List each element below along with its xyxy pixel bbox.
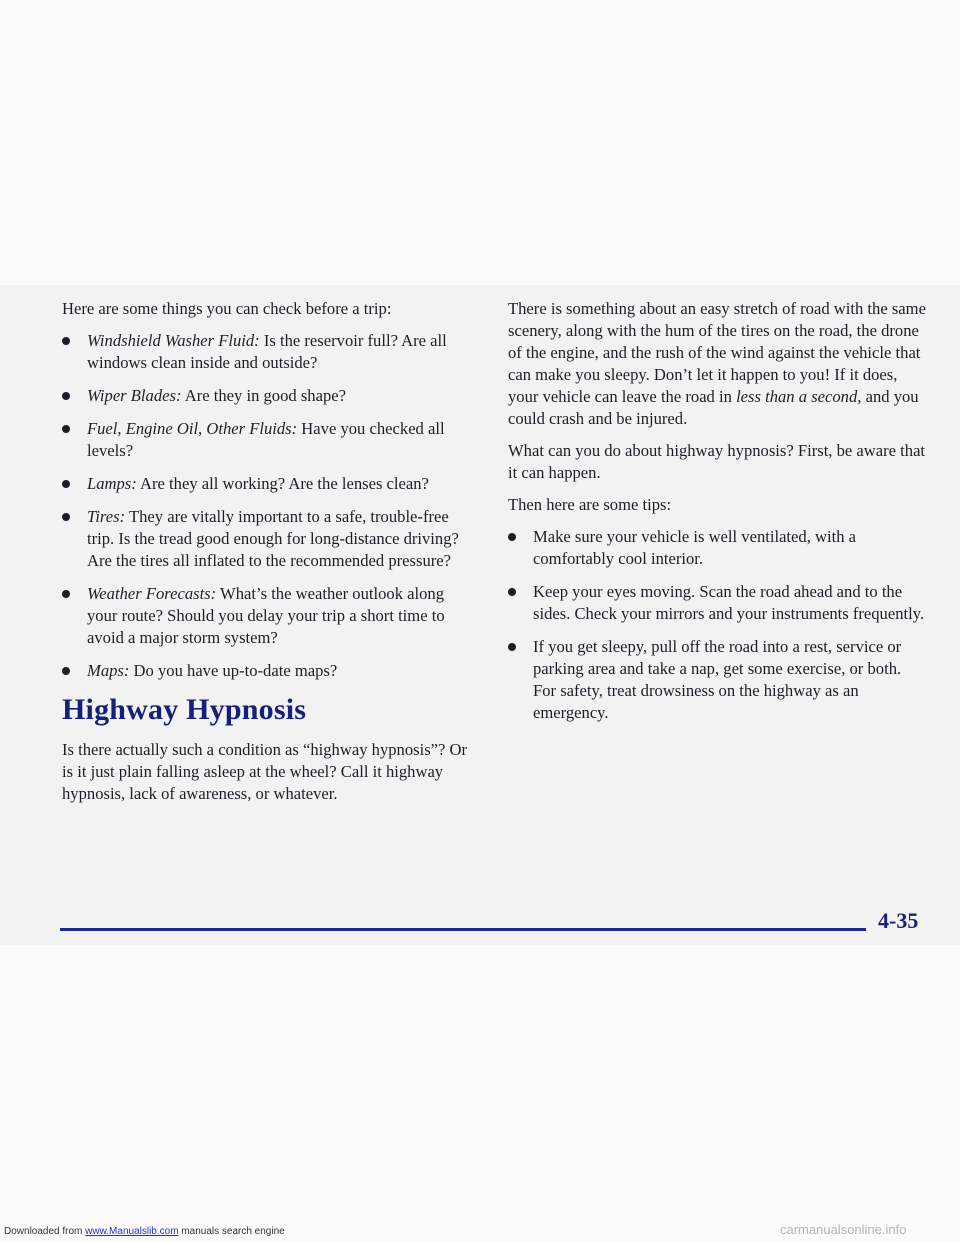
item-term: Maps:: [87, 661, 130, 680]
list-item: [62, 418, 472, 462]
bullet-icon: [62, 590, 70, 598]
awareness-paragraph: What can you do about highway hypnosis? First, be aware that it can happen.: [508, 441, 926, 482]
item-text: Is the reservoir full? Are all windows clean inside and outside?: [87, 331, 447, 372]
hypnosis-paragraph: There is something about an easy stretch of road with the same scenery, along with the hum of the tires on the road, the drone of the engine, and the rush of the wind against the vehicle that can make you sleepy. Don’t let it happen to you! If it does, your vehicle can leave the road in less than a second, and you could crash and be injured.: [508, 299, 926, 428]
list-item: [508, 581, 926, 625]
tips-list: [508, 526, 926, 724]
bullet-icon: [62, 425, 70, 433]
item-text: Have you checked all levels?: [87, 419, 445, 460]
intro-text: Here are some things you can check before a trip:: [62, 299, 392, 318]
list-item: [62, 385, 472, 407]
list-item: [62, 330, 472, 374]
item-text: What’s the weather outlook along your route? Should you delay your trip a short time to avoid a major storm system?: [87, 584, 445, 647]
bullet-icon: [508, 588, 516, 596]
item-term: Windshield Washer Fluid:: [87, 331, 260, 350]
item-term: Wiper Blades:: [87, 386, 182, 405]
footer-rule: [60, 928, 866, 931]
item-text: Are they in good shape?: [181, 386, 346, 405]
page-number: 4-35: [878, 908, 919, 933]
list-item: [62, 660, 472, 682]
bullet-icon: [62, 392, 70, 400]
item-text: Are they all working? Are the lenses clean?: [136, 474, 429, 493]
tips-intro: Then here are some tips:: [508, 495, 672, 514]
tip-text: If you get sleepy, pull off the road into a rest, service or parking area and take a nap, get some exercise, or both. For safety, treat drowsiness on the highway as an emergency.: [533, 637, 902, 722]
list-item: [508, 636, 926, 724]
watermark: carmanualsonline.info: [780, 1222, 907, 1237]
bullet-icon: [62, 667, 70, 675]
trip-checklist: [62, 330, 472, 682]
bullet-icon: [62, 337, 70, 345]
bullet-icon: [62, 513, 70, 521]
item-term: Lamps:: [87, 474, 137, 493]
right-column: [508, 298, 926, 735]
bullet-icon: [62, 480, 70, 488]
section-heading: Highway Hypnosis: [62, 693, 307, 726]
item-term: Weather Forecasts:: [87, 584, 217, 603]
item-term: Tires:: [87, 507, 126, 526]
download-footer: Downloaded from www.Manualslib.com manuals search engine: [4, 1226, 285, 1237]
item-text: They are vitally important to a safe, trouble-free trip. Is the tread good enough for long-distance driving? Are the tires all inflated to the recommended pressure?: [87, 507, 459, 570]
manualslib-link[interactable]: www.Manualslib.com: [85, 1226, 179, 1237]
tip-text: Make sure your vehicle is well ventilated, with a comfortably cool interior.: [533, 527, 857, 568]
item-text: Do you have up-to-date maps?: [129, 661, 338, 680]
left-column: [62, 298, 472, 815]
item-term: Fuel, Engine Oil, Other Fluids:: [87, 419, 298, 438]
tip-text: Keep your eyes moving. Scan the road ahead and to the sides. Check your mirrors and your instruments frequently.: [533, 582, 925, 623]
section-intro-paragraph: Is there actually such a condition as “highway hypnosis”? Or is it just plain falling asleep at the wheel? Call it highway hypnosis, lack of awareness, or whatever.: [62, 740, 468, 803]
list-item: [508, 526, 926, 570]
list-item: [62, 506, 472, 572]
list-item: [62, 583, 472, 649]
bullet-icon: [508, 533, 516, 541]
list-item: [62, 473, 472, 495]
bullet-icon: [508, 643, 516, 651]
